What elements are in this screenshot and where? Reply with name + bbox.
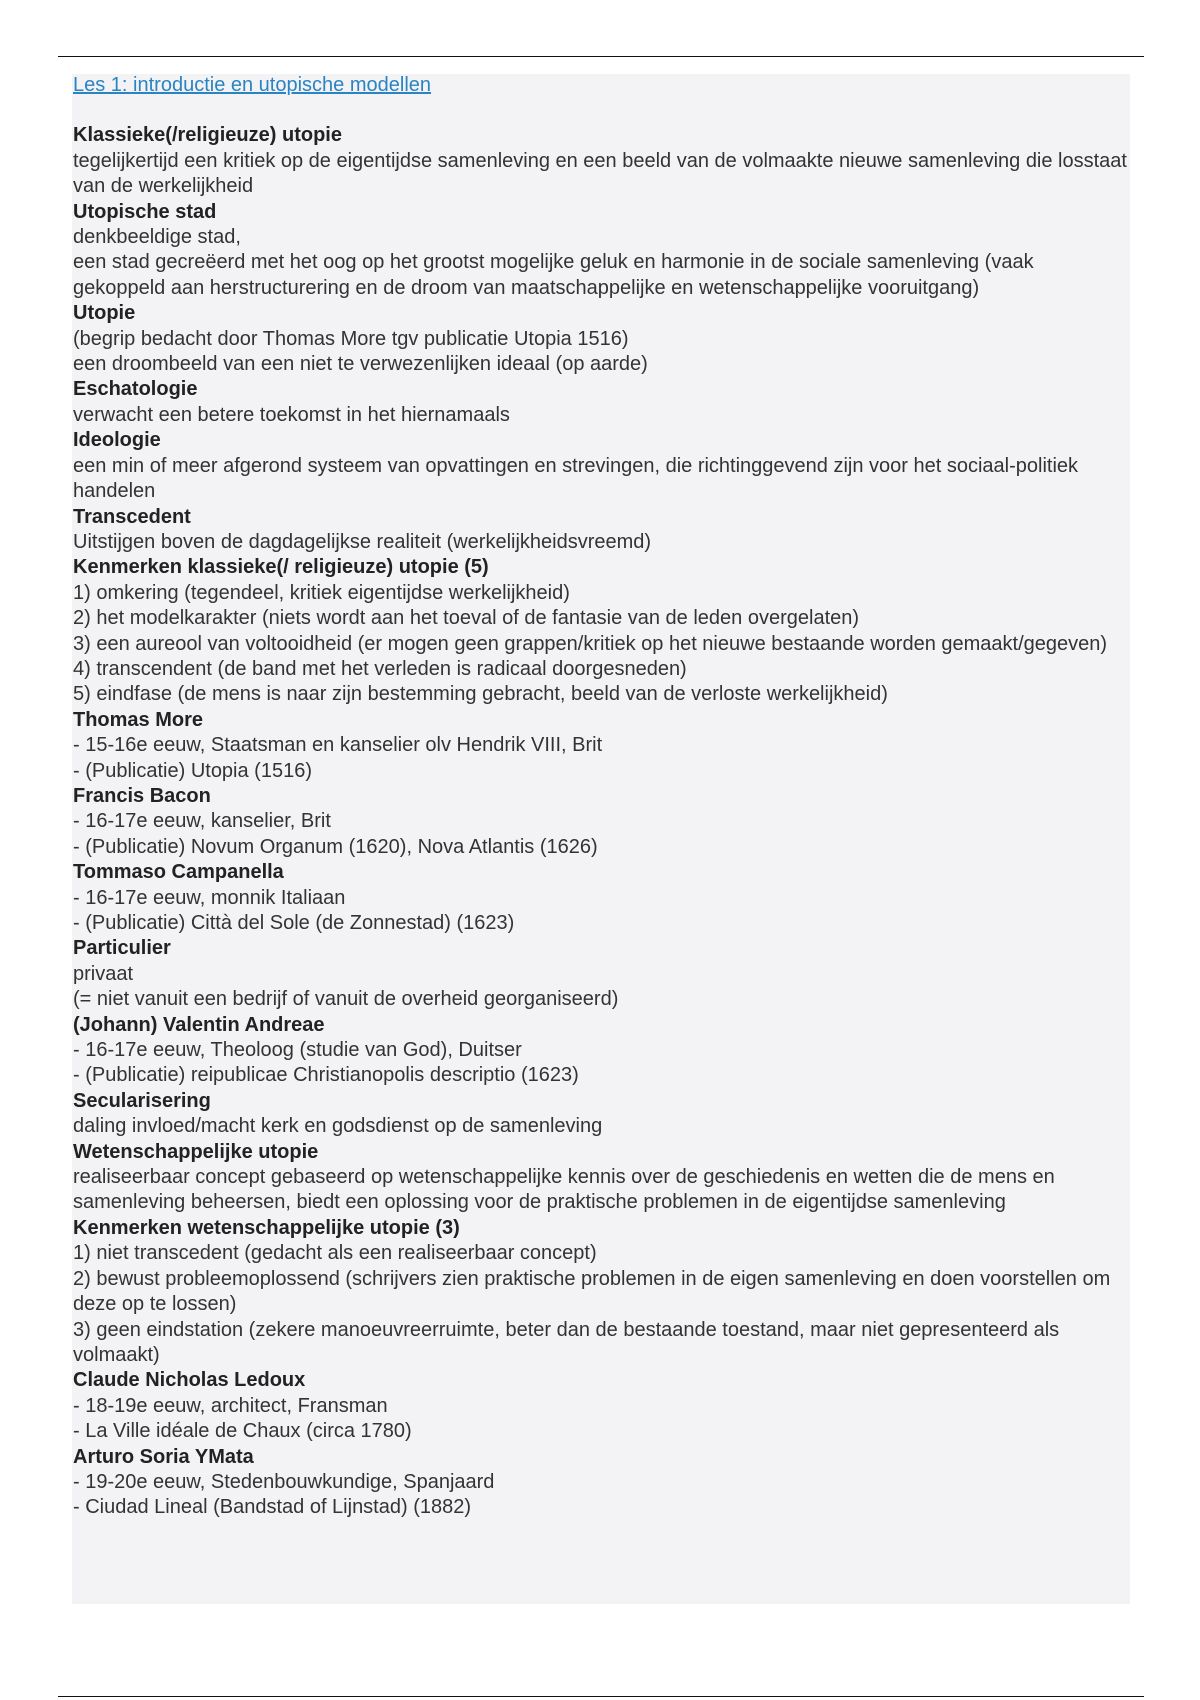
entry-term: (Johann) Valentin Andreae: [73, 1013, 325, 1036]
entry-line: 3) een aureool van voltooidheid (er mogen geen grappen/kritiek op het nieuwe bestaande worden gemaakt/gegeven): [73, 632, 1108, 655]
entry: [73, 428, 1128, 504]
entry-line: - 16-17e eeuw, Theoloog (studie van God), Duitser: [73, 1039, 522, 1062]
entry-line: een min of meer afgerond systeem van opvattingen en strevingen, die richtinggevend zijn voor het sociaal-politiek handelen: [73, 454, 1079, 503]
entry-line: - 16-17e eeuw, kanselier, Brit: [73, 810, 331, 833]
entry-line: - Ciudad Lineal (Bandstad of Lijnstad) (1882): [73, 1496, 472, 1519]
entry-line: verwacht een betere toekomst in het hiernamaals: [73, 403, 510, 426]
entry-term: Utopie: [73, 302, 136, 325]
entry-term: Particulier: [73, 937, 171, 960]
entry-line: een droombeeld van een niet te verwezenlijken ideaal (op aarde): [73, 353, 648, 376]
entry: [73, 860, 1128, 936]
entry-line: - 16-17e eeuw, monnik Italiaan: [73, 886, 346, 909]
entry-line: - 18-19e eeuw, architect, Fransman: [73, 1394, 388, 1417]
entry-line: - 15-16e eeuw, Staatsman en kanselier olv Hendrik VIII, Brit: [73, 734, 603, 757]
entry-line: 1) omkering (tegendeel, kritiek eigentijdse werkelijkheid): [73, 581, 570, 604]
entry: [73, 1445, 1128, 1521]
entry-line: 5) eindfase (de mens is naar zijn bestemming gebracht, beeld van de verloste werkelijkheid): [73, 683, 888, 706]
entry: [73, 708, 1128, 784]
entry: [73, 200, 1128, 302]
entry: [73, 784, 1128, 860]
entry: [73, 1089, 1128, 1140]
entry: [73, 1368, 1128, 1444]
entry-line: 1) niet transcedent (gedacht als een realiseerbaar concept): [73, 1242, 597, 1265]
entry-line: (= niet vanuit een bedrijf of vanuit de overheid georganiseerd): [73, 988, 619, 1011]
entry-line: realiseerbaar concept gebaseerd op wetenschappelijke kennis over de geschiedenis en wetten die de mens en samenleving beheersen, biedt een oplossing voor de praktische problemen in de eigentijdse samenleving: [73, 1166, 1055, 1214]
entry-line: - (Publicatie) Utopia (1516): [73, 759, 312, 782]
top-rule: [58, 56, 1144, 57]
entries-list: [73, 123, 1128, 1520]
entry: [73, 1140, 1128, 1216]
bottom-rule: [58, 1696, 1144, 1697]
entry-line: - (Publicatie) Città del Sole (de Zonnestad) (1623): [73, 912, 515, 934]
entry-line: tegelijkertijd een kritiek op de eigentijdse samenleving en een beeld van de volmaakte nieuwe samenleving die losstaat van de werkelijkheid: [73, 149, 1127, 198]
entry-line: Uitstijgen boven de dagdagelijkse realiteit (werkelijkheidsvreemd): [73, 530, 652, 553]
entry-term: Ideologie: [73, 429, 161, 452]
entry: [73, 936, 1128, 1012]
entry-term: Utopische stad: [73, 200, 217, 223]
entry-term: Secularisering: [73, 1089, 211, 1112]
entry-term: Arturo Soria YMata: [73, 1445, 254, 1468]
entry-line: (begrip bedacht door Thomas More tgv publicatie Utopia 1516): [73, 327, 629, 350]
entry-term: Claude Nicholas Ledoux: [73, 1369, 306, 1392]
entry-line: 3) geen eindstation (zekere manoeuvreerruimte, beter dan de bestaande toestand, maar niet gepresenteerd als volmaakt): [73, 1318, 1060, 1366]
entry-term: Kenmerken wetenschappelijke utopie (3): [73, 1216, 460, 1239]
entry-line: - (Publicatie) Novum Organum (1620), Nova Atlantis (1626): [73, 835, 598, 858]
entry: [73, 377, 1128, 428]
entry-term: Klassieke(/religieuze) utopie: [73, 124, 342, 147]
entry-line: een stad gecreëerd met het oog op het grootst mogelijke geluk en harmonie in de sociale samenleving (vaak gekoppeld aan herstructurering en de droom van maatschappelijke en wetenschappelijke vooruitgang): [73, 251, 1034, 299]
entry-term: Eschatologie: [73, 378, 198, 401]
entry-line: daling invloed/macht kerk en godsdienst op de samenleving: [73, 1115, 603, 1138]
entry-term: Transcedent: [73, 505, 191, 528]
entry: [73, 1013, 1128, 1089]
entry: [73, 555, 1128, 707]
entry-term: Kenmerken klassieke(/ religieuze) utopie (5): [73, 556, 489, 579]
entry-line: 2) het modelkarakter (niets wordt aan het toeval of de fantasie van de leden overgelaten): [73, 607, 860, 630]
entry-line: - (Publicatie) reipublicae Christianopolis descriptio (1623): [73, 1064, 579, 1087]
document-body: [73, 73, 1128, 1521]
lesson-title-link[interactable]: Les 1: introductie en utopische modellen: [73, 74, 432, 96]
entry-line: 4) transcendent (de band met het verleden is radicaal doorgesneden): [73, 657, 687, 680]
entry-line: 2) bewust probleemoplossend (schrijvers zien praktische problemen in de eigen samenleving en doen voorstellen om deze op te lossen): [73, 1267, 1111, 1316]
entry-line: privaat: [73, 962, 134, 985]
entry: [73, 123, 1128, 199]
entry-line: denkbeeldige stad,: [73, 226, 241, 249]
entry-line: - 19-20e eeuw, Stedenbouwkundige, Spanjaard: [73, 1470, 495, 1493]
entry-term: Wetenschappelijke utopie: [73, 1140, 319, 1163]
entry: [73, 1216, 1128, 1368]
entry: [73, 505, 1128, 556]
entry: [73, 301, 1128, 377]
entry-line: - La Ville idéale de Chaux (circa 1780): [73, 1420, 412, 1443]
entry-term: Tommaso Campanella: [73, 861, 284, 884]
entry-term: Thomas More: [73, 708, 204, 731]
entry-term: Francis Bacon: [73, 784, 211, 807]
